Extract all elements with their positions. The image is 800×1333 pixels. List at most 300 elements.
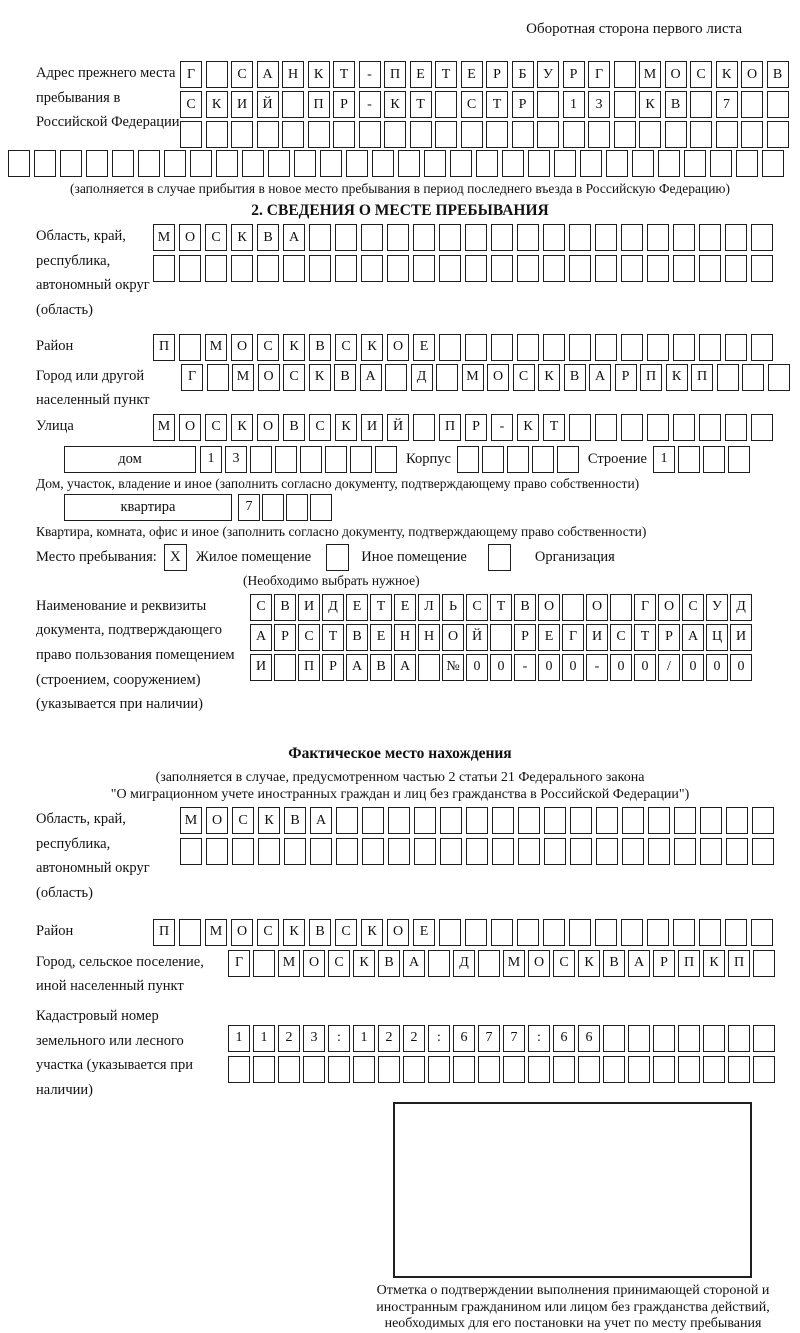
- korpus-row: [457, 446, 579, 473]
- house-widebox: дом: [64, 446, 196, 473]
- char-cell: О: [206, 807, 228, 834]
- char-cell: У: [537, 61, 559, 88]
- char-cell: М: [639, 61, 661, 88]
- char-cell: [310, 838, 332, 865]
- char-cell: А: [403, 950, 425, 977]
- char-cell: Е: [410, 61, 432, 88]
- char-cell: [622, 838, 644, 865]
- char-cell: О: [231, 334, 253, 361]
- actual-location-title: Фактическое место нахождения: [288, 745, 512, 763]
- char-cell: Г: [181, 364, 203, 391]
- char-cell: [428, 1056, 450, 1083]
- char-cell: 7: [503, 1025, 525, 1052]
- house-caption: Дом, участок, владение и иное (заполнить согласно документу, подтверждающему право собственности): [36, 475, 640, 491]
- char-cell: С: [257, 334, 279, 361]
- char-cell: [428, 950, 450, 977]
- char-cell: С: [682, 594, 704, 621]
- char-cell: А: [360, 364, 382, 391]
- char-cell: О: [528, 950, 550, 977]
- char-cell: С: [513, 364, 535, 391]
- char-cell: [320, 150, 342, 177]
- char-cell: Н: [418, 624, 440, 651]
- char-cell: [242, 150, 264, 177]
- district-block: [36, 334, 800, 361]
- char-cell: К: [639, 91, 661, 118]
- char-cell: К: [578, 950, 600, 977]
- char-cell: [703, 1025, 725, 1052]
- char-cell: [206, 61, 228, 88]
- actual-city-block: [36, 950, 800, 999]
- char-cell: [751, 919, 773, 946]
- cadastre-row-1: [228, 1025, 775, 1052]
- char-cell: [700, 807, 722, 834]
- prev-address-row-3: [180, 121, 789, 148]
- char-cell: Т: [410, 91, 432, 118]
- char-cell: [621, 255, 643, 282]
- char-cell: А: [283, 224, 305, 251]
- char-cell: [517, 334, 539, 361]
- char-cell: [603, 1025, 625, 1052]
- char-cell: №: [442, 654, 464, 681]
- char-cell: И: [231, 91, 253, 118]
- char-cell: [767, 91, 789, 118]
- char-cell: П: [153, 919, 175, 946]
- char-cell: Д: [453, 950, 475, 977]
- char-cell: 0: [562, 654, 584, 681]
- char-cell: [388, 838, 410, 865]
- char-cell: [413, 255, 435, 282]
- char-cell: [690, 121, 712, 148]
- char-cell: [300, 446, 322, 473]
- char-cell: С: [257, 919, 279, 946]
- city-block: [36, 364, 800, 413]
- char-cell: А: [394, 654, 416, 681]
- char-cell: М: [205, 919, 227, 946]
- char-cell: К: [703, 950, 725, 977]
- char-cell: [716, 121, 738, 148]
- char-cell: С: [309, 414, 331, 441]
- street-row: [153, 414, 773, 441]
- apartment-widebox: квартира: [64, 494, 232, 521]
- char-cell: [413, 224, 435, 251]
- char-cell: В: [283, 414, 305, 441]
- char-cell: [466, 838, 488, 865]
- char-cell: К: [361, 334, 383, 361]
- char-cell: [751, 255, 773, 282]
- char-cell: [465, 224, 487, 251]
- char-cell: [231, 121, 253, 148]
- char-cell: С: [283, 364, 305, 391]
- stay-type-caption: (Необходимо выбрать нужное): [243, 572, 420, 588]
- char-cell: С: [466, 594, 488, 621]
- char-cell: 0: [706, 654, 728, 681]
- char-cell: В: [665, 91, 687, 118]
- actual-district-row: [153, 919, 773, 946]
- char-cell: [378, 1056, 400, 1083]
- char-cell: -: [359, 91, 381, 118]
- stroenie-label: Строение: [587, 450, 647, 467]
- char-cell: О: [665, 61, 687, 88]
- char-cell: [387, 255, 409, 282]
- char-cell: [544, 838, 566, 865]
- char-cell: О: [586, 594, 608, 621]
- char-cell: П: [691, 364, 713, 391]
- char-cell: [653, 1025, 675, 1052]
- char-cell: [353, 1056, 375, 1083]
- document-row-2: [250, 624, 752, 651]
- char-cell: [361, 255, 383, 282]
- char-cell: О: [387, 919, 409, 946]
- char-cell: [621, 334, 643, 361]
- char-cell: [751, 414, 773, 441]
- char-cell: [465, 255, 487, 282]
- actual-region-label: Область, край, республика, автономный округ (область): [36, 811, 150, 901]
- char-cell: [532, 446, 554, 473]
- region-block: [36, 224, 800, 323]
- char-cell: К: [206, 91, 228, 118]
- char-cell: -: [491, 414, 513, 441]
- char-cell: [179, 255, 201, 282]
- char-cell: [543, 334, 565, 361]
- confirmation-mark-box: [393, 1102, 752, 1278]
- char-cell: [257, 255, 279, 282]
- char-cell: П: [728, 950, 750, 977]
- stroenie-row: [653, 446, 750, 473]
- char-cell: [388, 807, 410, 834]
- char-cell: В: [370, 654, 392, 681]
- char-cell: [180, 838, 202, 865]
- char-cell: [703, 446, 725, 473]
- char-cell: Р: [465, 414, 487, 441]
- char-cell: [335, 224, 357, 251]
- page-header-note: Оборотная сторона первого листа: [526, 21, 742, 37]
- char-cell: М: [153, 414, 175, 441]
- char-cell: 0: [538, 654, 560, 681]
- char-cell: [753, 950, 775, 977]
- char-cell: Г: [588, 61, 610, 88]
- char-cell: К: [353, 950, 375, 977]
- char-cell: О: [231, 919, 253, 946]
- char-cell: -: [359, 61, 381, 88]
- char-cell: 0: [682, 654, 704, 681]
- char-cell: Т: [435, 61, 457, 88]
- char-cell: О: [387, 334, 409, 361]
- char-cell: В: [284, 807, 306, 834]
- char-cell: А: [628, 950, 650, 977]
- char-cell: [614, 61, 636, 88]
- char-cell: [580, 150, 602, 177]
- char-cell: [206, 838, 228, 865]
- char-cell: [753, 1056, 775, 1083]
- stay-type-block: [36, 544, 800, 571]
- char-cell: Е: [413, 919, 435, 946]
- char-cell: [762, 150, 784, 177]
- char-cell: [282, 91, 304, 118]
- char-cell: [673, 255, 695, 282]
- char-cell: М: [462, 364, 484, 391]
- char-cell: [179, 919, 201, 946]
- char-cell: -: [514, 654, 536, 681]
- apartment-caption: Квартира, комната, офис и иное (заполнить согласно документу, подтверждающему право собственности): [36, 523, 647, 539]
- char-cell: 2: [378, 1025, 400, 1052]
- char-cell: П: [308, 91, 330, 118]
- char-cell: С: [298, 624, 320, 651]
- char-cell: 0: [610, 654, 632, 681]
- char-cell: [595, 255, 617, 282]
- char-cell: [502, 150, 524, 177]
- char-cell: И: [730, 624, 752, 651]
- char-cell: [482, 446, 504, 473]
- char-cell: П: [298, 654, 320, 681]
- char-cell: [554, 150, 576, 177]
- char-cell: Т: [333, 61, 355, 88]
- char-cell: [647, 224, 669, 251]
- char-cell: [507, 446, 529, 473]
- char-cell: [768, 364, 790, 391]
- char-cell: [517, 224, 539, 251]
- char-cell: [725, 255, 747, 282]
- char-cell: К: [335, 414, 357, 441]
- char-cell: С: [180, 91, 202, 118]
- char-cell: [450, 150, 472, 177]
- char-cell: О: [179, 414, 201, 441]
- char-cell: А: [346, 654, 368, 681]
- char-cell: [282, 121, 304, 148]
- street-label: Улица: [36, 417, 74, 434]
- char-cell: [440, 838, 462, 865]
- document-block: [36, 594, 800, 717]
- prev-address-row-4: [8, 150, 800, 177]
- char-cell: Й: [466, 624, 488, 651]
- district-label: Район: [36, 337, 74, 354]
- char-cell: [653, 1056, 675, 1083]
- actual-location-caption-1: (заполняется в случае, предусмотренном частью 2 статьи 21 Федерального закона: [155, 770, 645, 786]
- char-cell: [543, 224, 565, 251]
- char-cell: [362, 807, 384, 834]
- char-cell: [359, 121, 381, 148]
- char-cell: [621, 224, 643, 251]
- char-cell: С: [335, 334, 357, 361]
- stay-option-residential-label: Жилое помещение: [195, 548, 312, 565]
- char-cell: [274, 654, 296, 681]
- char-cell: В: [767, 61, 789, 88]
- char-cell: [336, 807, 358, 834]
- char-cell: [751, 224, 773, 251]
- char-cell: [751, 334, 773, 361]
- char-cell: [362, 838, 384, 865]
- char-cell: 6: [578, 1025, 600, 1052]
- char-cell: [537, 91, 559, 118]
- char-cell: П: [640, 364, 662, 391]
- char-cell: [703, 1056, 725, 1083]
- stay-option-other-label: Иное помещение: [361, 548, 467, 565]
- char-cell: [752, 838, 774, 865]
- char-cell: Р: [563, 61, 585, 88]
- char-cell: [588, 121, 610, 148]
- char-cell: Й: [257, 91, 279, 118]
- actual-region-row-2: [180, 838, 774, 865]
- char-cell: -: [586, 654, 608, 681]
- char-cell: Р: [653, 950, 675, 977]
- char-cell: О: [258, 364, 280, 391]
- char-cell: [610, 594, 632, 621]
- char-cell: Е: [394, 594, 416, 621]
- char-cell: [725, 919, 747, 946]
- char-cell: И: [586, 624, 608, 651]
- prev-address-row-2: [180, 91, 789, 118]
- char-cell: [647, 255, 669, 282]
- char-cell: [596, 838, 618, 865]
- cadastre-row-2: [228, 1056, 775, 1083]
- char-cell: [453, 1056, 475, 1083]
- char-cell: [622, 807, 644, 834]
- char-cell: [621, 414, 643, 441]
- char-cell: Е: [461, 61, 483, 88]
- char-cell: [528, 150, 550, 177]
- char-cell: [725, 334, 747, 361]
- char-cell: [658, 150, 680, 177]
- char-cell: [8, 150, 30, 177]
- char-cell: 3: [225, 446, 247, 473]
- district-row: [153, 334, 773, 361]
- char-cell: С: [335, 919, 357, 946]
- char-cell: [595, 334, 617, 361]
- char-cell: [466, 807, 488, 834]
- char-cell: [518, 838, 540, 865]
- char-cell: [570, 807, 592, 834]
- char-cell: [384, 121, 406, 148]
- char-cell: [728, 1025, 750, 1052]
- char-cell: С: [553, 950, 575, 977]
- char-cell: [253, 950, 275, 977]
- char-cell: В: [378, 950, 400, 977]
- char-cell: Е: [538, 624, 560, 651]
- char-cell: М: [205, 334, 227, 361]
- char-cell: М: [503, 950, 525, 977]
- char-cell: П: [439, 414, 461, 441]
- char-cell: [435, 121, 457, 148]
- char-cell: [310, 494, 332, 521]
- char-cell: [309, 224, 331, 251]
- char-cell: [275, 446, 297, 473]
- char-cell: [335, 255, 357, 282]
- char-cell: 0: [634, 654, 656, 681]
- city-label: Город или другой населенный пункт: [36, 367, 150, 409]
- stay-checkbox-residential: X: [164, 544, 187, 571]
- char-cell: Р: [274, 624, 296, 651]
- char-cell: П: [678, 950, 700, 977]
- char-cell: [439, 919, 461, 946]
- char-cell: [206, 121, 228, 148]
- char-cell: [361, 224, 383, 251]
- char-cell: К: [231, 414, 253, 441]
- actual-district-block: [36, 919, 800, 946]
- char-cell: [112, 150, 134, 177]
- char-cell: [303, 1056, 325, 1083]
- char-cell: [606, 150, 628, 177]
- char-cell: [478, 1056, 500, 1083]
- char-cell: [578, 1056, 600, 1083]
- char-cell: 3: [303, 1025, 325, 1052]
- char-cell: 0: [490, 654, 512, 681]
- char-cell: Ь: [442, 594, 464, 621]
- char-cell: 1: [653, 446, 675, 473]
- stay-checkbox-organization: [488, 544, 511, 571]
- actual-city-label: Город, сельское поселение, иной населенный пункт: [36, 953, 204, 995]
- house-block: [64, 446, 800, 473]
- document-label: Наименование и реквизиты документа, подтверждающего право пользования помещением (строением, сооружением) (указывается при наличии): [36, 597, 235, 713]
- char-cell: [491, 334, 513, 361]
- char-cell: 2: [403, 1025, 425, 1052]
- char-cell: К: [666, 364, 688, 391]
- char-cell: [398, 150, 420, 177]
- char-cell: [699, 255, 721, 282]
- char-cell: [595, 414, 617, 441]
- char-cell: [742, 364, 764, 391]
- char-cell: [632, 150, 654, 177]
- char-cell: К: [384, 91, 406, 118]
- actual-location-caption-2: "О миграционном учете иностранных граждан и лиц без гражданства в Российской Федерации"): [110, 787, 690, 803]
- char-cell: Р: [514, 624, 536, 651]
- char-cell: О: [303, 950, 325, 977]
- char-cell: Т: [634, 624, 656, 651]
- char-cell: [741, 91, 763, 118]
- char-cell: [543, 255, 565, 282]
- char-cell: К: [283, 919, 305, 946]
- char-cell: [517, 919, 539, 946]
- char-cell: [350, 446, 372, 473]
- char-cell: С: [205, 224, 227, 251]
- char-cell: Т: [370, 594, 392, 621]
- char-cell: [725, 224, 747, 251]
- prev-address-rows: [180, 61, 789, 148]
- char-cell: [614, 91, 636, 118]
- char-cell: 7: [478, 1025, 500, 1052]
- char-cell: [413, 414, 435, 441]
- char-cell: [375, 446, 397, 473]
- char-cell: [673, 334, 695, 361]
- char-cell: 3: [588, 91, 610, 118]
- char-cell: [673, 919, 695, 946]
- char-cell: [678, 1056, 700, 1083]
- char-cell: [228, 1056, 250, 1083]
- char-cell: 1: [563, 91, 585, 118]
- char-cell: О: [179, 224, 201, 251]
- char-cell: С: [205, 414, 227, 441]
- char-cell: К: [308, 61, 330, 88]
- char-cell: [557, 446, 579, 473]
- char-cell: К: [309, 364, 331, 391]
- char-cell: [284, 838, 306, 865]
- char-cell: [231, 255, 253, 282]
- char-cell: [435, 91, 457, 118]
- char-cell: [595, 224, 617, 251]
- char-cell: [476, 150, 498, 177]
- char-cell: [492, 807, 514, 834]
- char-cell: [60, 150, 82, 177]
- char-cell: О: [257, 414, 279, 441]
- cadastre-label: Кадастровый номер земельного или лесного участка (указывается при наличии): [36, 1007, 193, 1098]
- char-cell: [424, 150, 446, 177]
- char-cell: Г: [634, 594, 656, 621]
- char-cell: С: [250, 594, 272, 621]
- char-cell: А: [257, 61, 279, 88]
- char-cell: [262, 494, 284, 521]
- char-cell: М: [232, 364, 254, 391]
- char-cell: [753, 1025, 775, 1052]
- char-cell: [439, 334, 461, 361]
- char-cell: [553, 1056, 575, 1083]
